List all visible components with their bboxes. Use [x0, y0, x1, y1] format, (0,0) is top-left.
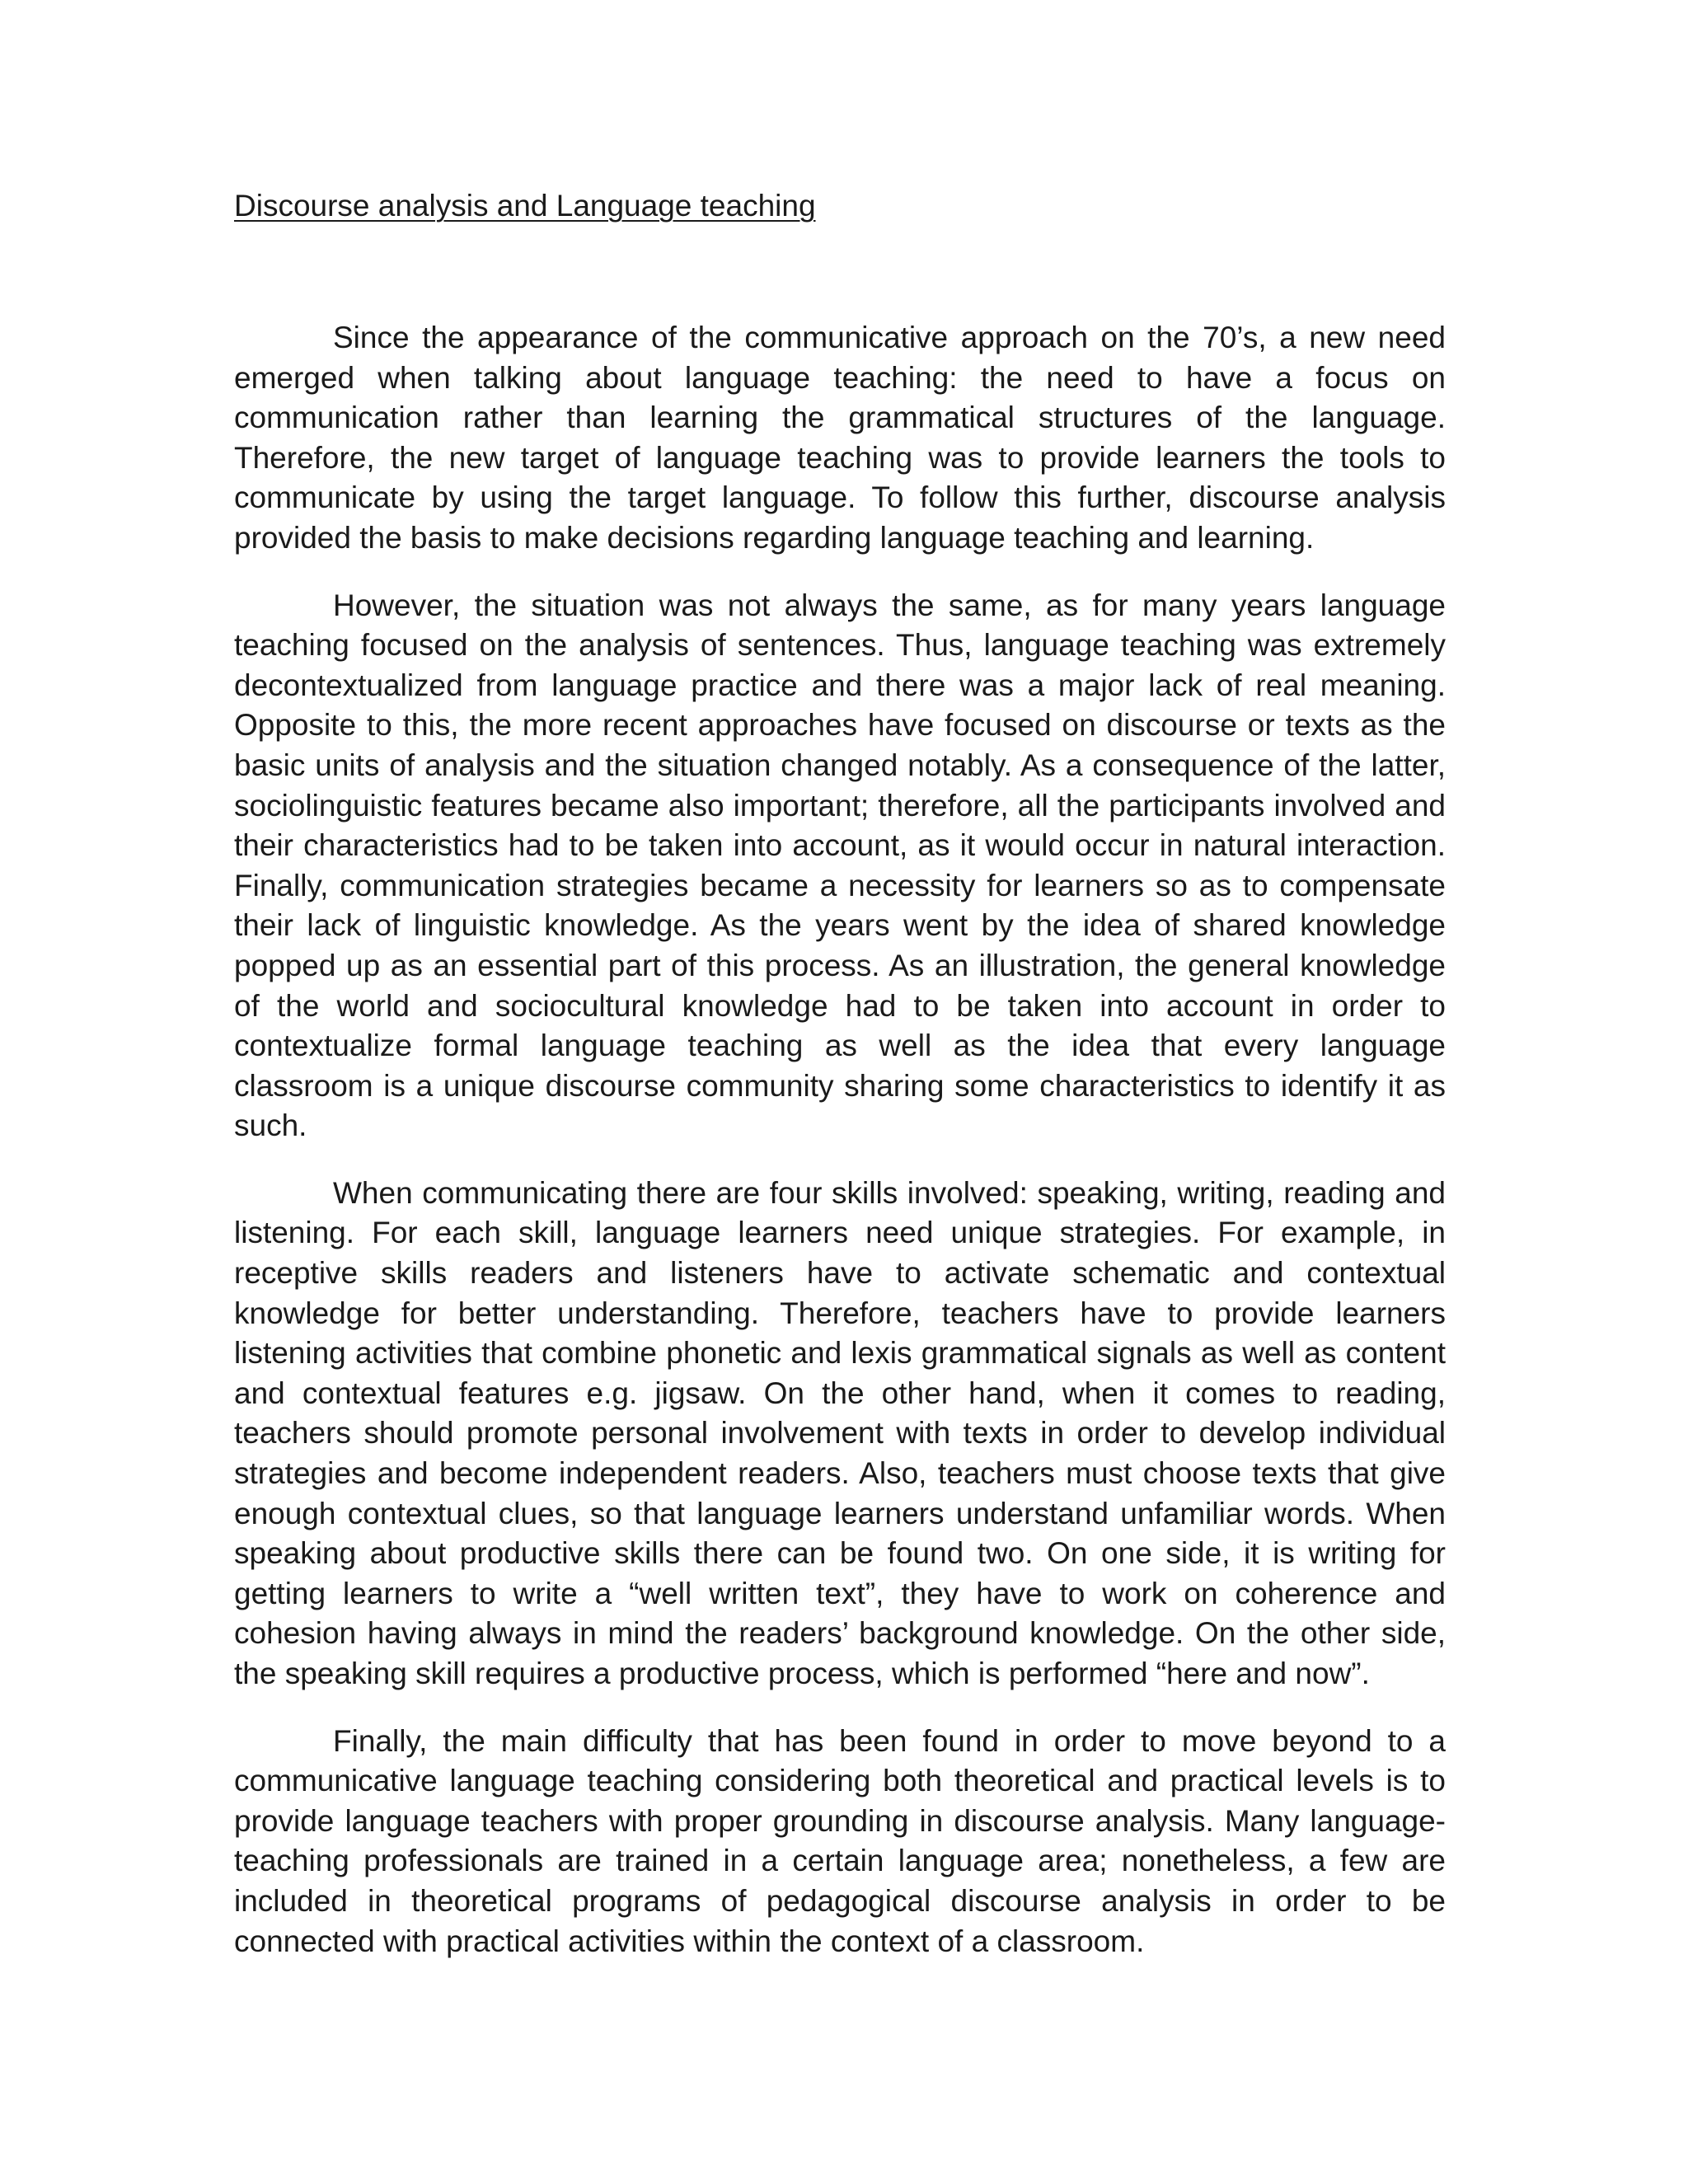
document-title: Discourse analysis and Language teaching	[234, 189, 816, 223]
paragraph-history: However, the situation was not always the same, as for many years language teaching focused on the analysis of sentences. Thus, language teaching was extremely decontextualized from language practice and there was a major lack of real meaning. Opposite to this, the more recent approaches have focused on discourse or texts as the basic units of analysis and the situation changed notably. As a consequence of the latter, sociolinguistic features became also important; therefore, all the participants involved and their characteristics had to be taken into account, as it would occur in natural interaction. Finally, communication strategies became a necessity for learners so as to compensate their lack of linguistic knowledge. As the years went by the idea of shared knowledge popped up as an essential part of this process. As an illustration, the general knowledge of the world and sociocultural knowledge had to be taken into account in order to contextualize formal language teaching as well as the idea that every language classroom is a unique discourse community sharing some characteristics to identify it as such.	[234, 588, 1446, 1143]
paragraph-skills: When communicating there are four skills involved: speaking, writing, reading and listening. For each skill, language learners need unique strategies. For example, in receptive skills readers and listeners have to activate schematic and contextual knowledge for better understanding. Therefore, teachers have to provide learners listening activities that combine phonetic and lexis grammatical signals as well as content and contextual features e.g. jigsaw. On the other hand, when it comes to reading, teachers should promote personal involvement with texts in order to develop individual strategies and become independent readers. Also, teachers must choose texts that give enough contextual clues, so that language learners understand unfamiliar words. When speaking about productive skills there can be found two. On one side, it is writing for getting learners to write a “well written text”, they have to work on coherence and cohesion having always in mind the readers’ background knowledge. On the other side, the speaking skill requires a productive process, which is performed “here and now”.	[234, 1175, 1446, 1690]
document-body	[234, 186, 1446, 1989]
paragraph-conclusion: Finally, the main difficulty that has been found in order to move beyond to a communicative language teaching considering both theoretical and practical levels is to provide language teachers with proper grounding in discourse analysis. Many language-teaching professionals are trained in a certain language area; nonetheless, a few are included in theoretical programs of pedagogical discourse analysis in order to be connected with practical activities within the context of a classroom.	[234, 1723, 1446, 1958]
paragraph-intro: Since the appearance of the communicative approach on the 70’s, a new need emerged when talking about language teaching: the need to have a focus on communication rather than learning the grammatical structures of the language. Therefore, the new target of language teaching was to provide learners the tools to communicate by using the target language. To follow this further, discourse analysis provided the basis to make decisions regarding language teaching and learning.	[234, 321, 1446, 555]
